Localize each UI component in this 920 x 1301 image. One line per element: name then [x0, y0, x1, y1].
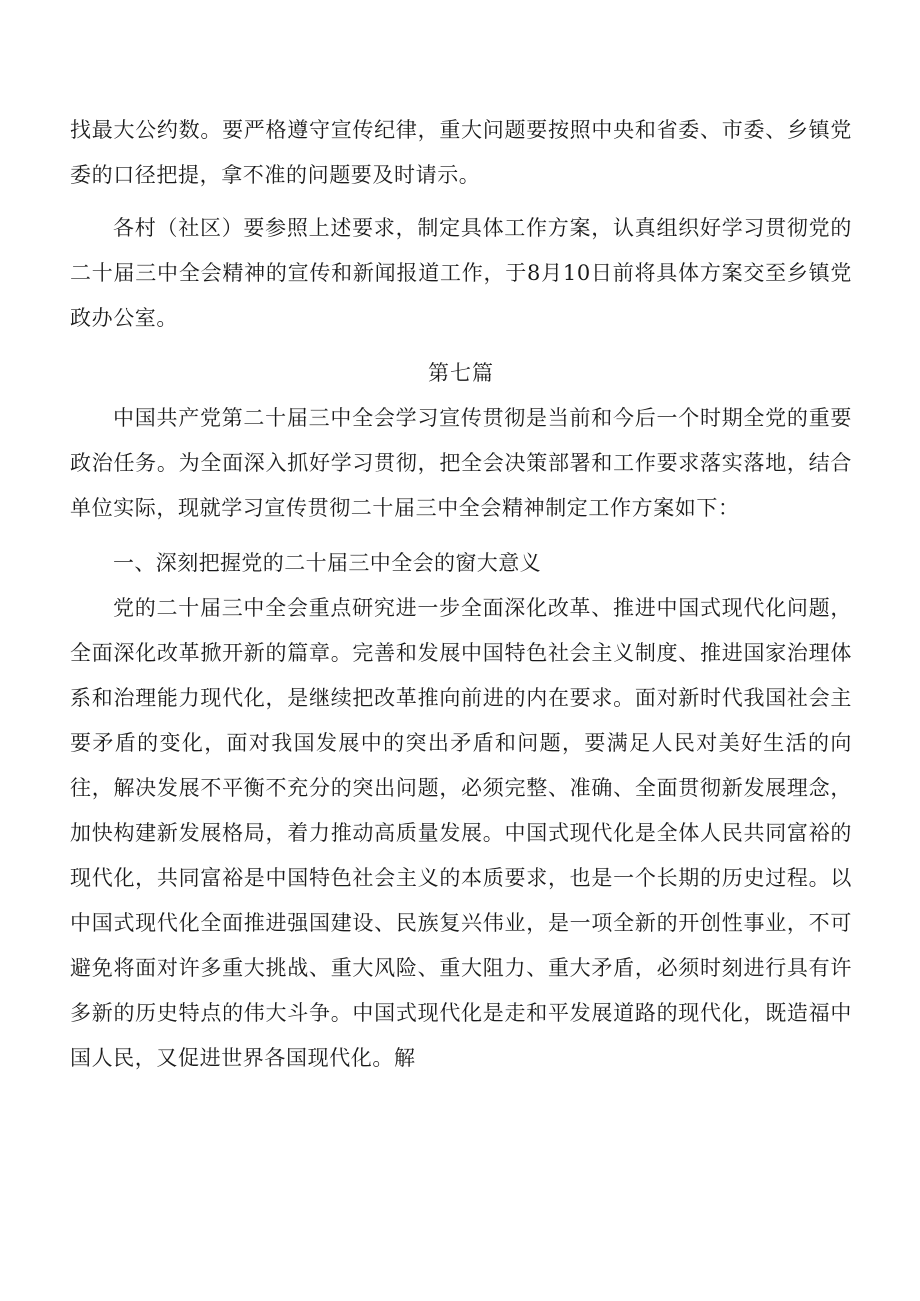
heading-significance: 一、深刻把握党的二十届三中全会的窗大意义	[113, 551, 541, 575]
paragraph-intro: 中国共产党第二十届三中全会学习宣传贯彻是当前和今后一个时期全党的重要政治任务。为全面深入抓好学习贯彻，把全会决策部署和工作要求落实落地，结合单位实际，现就学习宣传贯彻二十届三中全会精神制定工作方案如下：	[70, 406, 852, 520]
section-title: 第七篇	[428, 361, 494, 385]
paragraph-body: 党的二十届三中全会重点研究进一步全面深化改革、推进中国式现代化问题，全面深化改革掀开新的篇章。完善和发展中国特色社会主义制度、推进国家治理体系和治理能力现代化，是继续把改革推向前进的内在要求。面对新时代我国社会主要矛盾的变化，面对我国发展中的突出矛盾和问题，要满足人民对美好生活的向往，解决发展不平衡不充分的突出问题，必须完整、准确、全面贯彻新发展理念，加快构建新发展格局，着力推动高质量发展。中国式现代化是全体人民共同富裕的现代化，共同富裕是中国特色社会主义的本质要求，也是一个长期的历史过程。以中国式现代化全面推进强国建设、民族复兴伟业，是一项全新的开创性事业，不可避免将面对许多重大挑战、重大风险、重大阻力、重大矛盾，必须时刻进行具有许多新的历史特点的伟大斗争。中国式现代化是走和平发展道路的现代化，既造福中国人民，又促进世界各国现代化。解	[70, 596, 852, 1070]
paragraph-continuation: 找最大公约数。要严格遵守宣传纪律，重大问题要按照中央和省委、市委、乡镇党委的口径把提，拿不准的问题要及时请示。	[70, 118, 852, 187]
paragraph-village-requirement: 各村（社区）要参照上述要求，制定具体工作方案，认真组织好学习贯彻党的二十届三中全会精神的宣传和新闻报道工作，于8月10日前将具体方案交至乡镇党政办公室。	[70, 216, 852, 330]
document-page	[70, 108, 852, 1081]
